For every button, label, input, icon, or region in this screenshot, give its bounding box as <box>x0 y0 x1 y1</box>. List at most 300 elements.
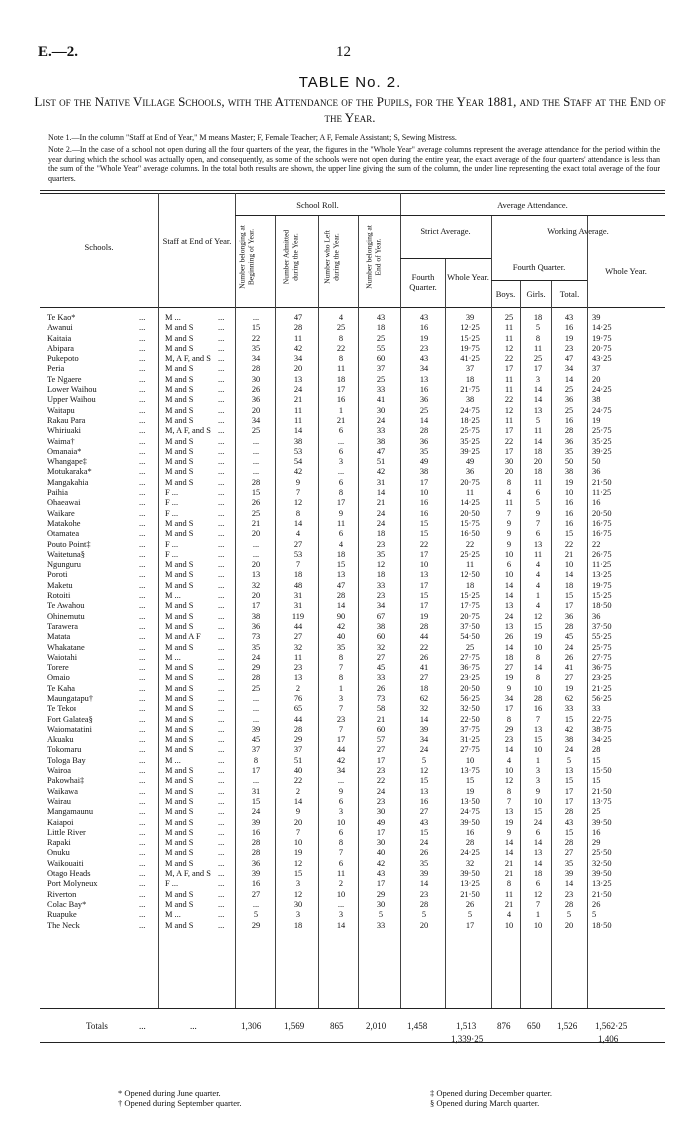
cell-roll-left: 28 <box>336 591 346 601</box>
leader-dots: ... <box>139 343 146 353</box>
col-head-staff: Staff at End of Year. <box>162 236 232 246</box>
table-row <box>0 694 700 704</box>
cell-girls: 12 <box>533 611 543 621</box>
cell-total: 15 <box>564 591 574 601</box>
cell-total: 19 <box>564 333 574 343</box>
cell-strict-fourth: 16 <box>419 385 429 395</box>
cell-boys: 11 <box>504 889 514 899</box>
leader-dots: ... <box>218 714 225 724</box>
cell-school-name: Fort Galatea§ <box>47 714 93 724</box>
cell-total: 5 <box>566 755 572 765</box>
cell-girls: 7 <box>535 518 541 528</box>
cell-working-whole: 24·75 <box>592 405 612 415</box>
cell-roll-end: 55 <box>376 343 386 353</box>
cell-roll-left: 15 <box>336 560 346 570</box>
cell-girls: 24 <box>533 817 543 827</box>
cell-school-name: Pouto Point‡ <box>47 539 91 549</box>
cell-roll-admitted: 119 <box>291 611 305 621</box>
cell-girls: 5 <box>535 498 541 508</box>
cell-staff: F ... <box>165 508 179 518</box>
cell-working-whole: 16 <box>592 827 601 837</box>
table-row <box>0 632 700 642</box>
cell-strict-fourth: 36 <box>419 395 429 405</box>
cell-working-whole: 35·25 <box>592 436 612 446</box>
table-row <box>0 437 700 447</box>
cell-girls: 6 <box>535 529 541 539</box>
cell-strict-fourth: 28 <box>419 621 429 631</box>
cell-girls: 11 <box>533 549 543 559</box>
footnote-december: ‡ Opened during December quarter. <box>430 1088 553 1098</box>
table-subtitle: List of the Native Village Schools, with the Attendance of the Pupils, for the Year 1881, and the Staff at the End of the Year. <box>34 94 666 125</box>
cell-roll-admitted: 11 <box>293 652 303 662</box>
cell-strict-whole: 32 <box>465 858 475 868</box>
cell-total: 15 <box>564 714 574 724</box>
cell-roll-begin: 15 <box>251 323 261 333</box>
cell-strict-fourth: 35 <box>419 858 429 868</box>
leader-dots: ... <box>218 786 225 796</box>
cell-total: 14 <box>564 374 574 384</box>
cell-roll-admitted: 32 <box>293 642 303 652</box>
cell-roll-left: 10 <box>336 889 346 899</box>
leader-dots: ... <box>218 817 225 827</box>
leader-dots: ... <box>139 601 146 611</box>
cell-strict-fourth: 39 <box>419 869 429 879</box>
cell-roll-end: 30 <box>376 807 386 817</box>
cell-working-whole: 22 <box>592 539 601 549</box>
cell-roll-admitted: 23 <box>293 663 303 673</box>
cell-strict-fourth: 12 <box>419 766 429 776</box>
cell-roll-left: 11 <box>336 518 346 528</box>
cell-roll-admitted: 34 <box>293 354 303 364</box>
cell-roll-begin: 21 <box>251 518 261 528</box>
leader-dots: ... <box>139 786 146 796</box>
table-row <box>0 622 700 632</box>
cell-staff: M and S <box>165 683 194 693</box>
cell-roll-admitted: 76 <box>293 693 303 703</box>
table-row <box>0 807 700 817</box>
table-row <box>0 735 700 745</box>
cell-roll-end: 33 <box>376 385 386 395</box>
cell-working-whole: 13·25 <box>592 570 612 580</box>
cell-strict-whole: 14·25 <box>460 498 480 508</box>
cell-roll-admitted: 10 <box>293 838 303 848</box>
leader-dots: ... <box>139 704 146 714</box>
cell-strict-fourth: 62 <box>419 693 429 703</box>
cell-roll-begin: 27 <box>251 889 261 899</box>
cell-strict-whole: 20·50 <box>460 508 480 518</box>
cell-roll-admitted: 12 <box>293 858 303 868</box>
cell-girls: 9 <box>535 786 541 796</box>
cell-roll-end: 24 <box>376 518 386 528</box>
leader-dots: ... <box>218 807 225 817</box>
cell-roll-left: 13 <box>336 570 346 580</box>
cell-strict-fourth: 43 <box>419 354 429 364</box>
cell-roll-left: 3 <box>338 693 344 703</box>
cell-roll-end: 17 <box>376 827 386 837</box>
totals-roll-admitted: 1,569 <box>284 1021 305 1031</box>
cell-roll-admitted: 27 <box>293 539 303 549</box>
cell-roll-end: 14 <box>376 488 386 498</box>
cell-roll-begin: 30 <box>251 374 261 384</box>
cell-strict-whole: 24·25 <box>460 848 480 858</box>
cell-roll-left: 25 <box>336 323 346 333</box>
cell-roll-end: 73 <box>376 693 386 703</box>
cell-roll-left: 10 <box>336 817 346 827</box>
cell-school-name: Waiotahi <box>47 652 78 662</box>
cell-girls: 13 <box>533 405 543 415</box>
cell-working-whole: 13·75 <box>592 796 612 806</box>
cell-boys: 8 <box>506 477 512 487</box>
cell-strict-whole: 32·50 <box>460 704 480 714</box>
cell-staff: F ... <box>165 549 179 559</box>
cell-roll-end: 17 <box>376 755 386 765</box>
cell-roll-admitted: 28 <box>293 323 303 333</box>
cell-roll-begin: ... <box>252 714 260 724</box>
cell-staff: M, A F, and S <box>165 354 211 364</box>
leader-dots: ... <box>139 663 146 673</box>
footnote-june: * Opened during June quarter. <box>118 1088 221 1098</box>
cell-school-name: Whakatane <box>47 642 85 652</box>
cell-boys: 4 <box>506 488 512 498</box>
cell-working-whole: 16 <box>592 498 601 508</box>
table-row <box>0 364 700 374</box>
cell-roll-admitted: 28 <box>293 724 303 734</box>
cell-girls: 14 <box>533 838 543 848</box>
cell-total: 38 <box>564 467 574 477</box>
leader-dots: ... <box>139 364 146 374</box>
leader-dots: ... <box>218 580 225 590</box>
table-row <box>0 643 700 653</box>
cell-school-name: Omanaia* <box>47 446 82 456</box>
leader-dots: ... <box>218 724 225 734</box>
cell-working-whole: 27·75 <box>592 652 612 662</box>
cell-roll-begin: 25 <box>251 683 261 693</box>
cell-roll-end: 57 <box>376 735 386 745</box>
cell-girls: 5 <box>535 415 541 425</box>
cell-girls: 13 <box>533 848 543 858</box>
cell-roll-left: 2 <box>338 879 344 889</box>
cell-strict-fourth: 15 <box>419 776 429 786</box>
cell-strict-whole: 27·75 <box>460 652 480 662</box>
leader-dots: ... <box>218 374 225 384</box>
cell-roll-admitted: 14 <box>293 426 303 436</box>
cell-roll-admitted: 9 <box>295 477 301 487</box>
cell-strict-fourth: 15 <box>419 591 429 601</box>
cell-roll-admitted: 15 <box>293 869 303 879</box>
cell-girls: 15 <box>533 735 543 745</box>
table-row <box>0 612 700 622</box>
cell-strict-whole: 35·25 <box>460 436 480 446</box>
cell-boys: 14 <box>504 591 514 601</box>
leader-dots: ... <box>218 920 225 930</box>
table-row <box>0 488 700 498</box>
cell-girls: 10 <box>533 796 543 806</box>
cell-roll-end: 30 <box>376 838 386 848</box>
cell-staff: M and S <box>165 899 194 909</box>
cell-roll-begin: 31 <box>251 786 261 796</box>
cell-roll-begin: 28 <box>251 838 261 848</box>
cell-roll-admitted: 11 <box>293 333 303 343</box>
cell-roll-begin: 16 <box>251 827 261 837</box>
cell-working-whole: 39·25 <box>592 446 612 456</box>
cell-roll-admitted: 22 <box>293 776 303 786</box>
leader-dots: ... <box>139 570 146 580</box>
cell-strict-whole: 19·75 <box>460 343 480 353</box>
col-head-fourth-quarter: Fourth Quarter. <box>512 262 566 272</box>
cell-roll-admitted: 8 <box>295 508 301 518</box>
cell-strict-fourth: 22 <box>419 642 429 652</box>
table-body <box>0 313 700 931</box>
cell-roll-left: 1 <box>338 405 344 415</box>
cell-roll-left: 17 <box>336 735 346 745</box>
cell-boys: 13 <box>504 621 514 631</box>
cell-staff: M and S <box>165 529 194 539</box>
cell-roll-begin: 20 <box>251 560 261 570</box>
cell-strict-whole: 15·25 <box>460 591 480 601</box>
leader-dots: ... <box>139 879 146 889</box>
cell-girls: 7 <box>535 899 541 909</box>
table-row <box>0 457 700 467</box>
leader-dots: ... <box>139 385 146 395</box>
cell-strict-fourth: 32 <box>419 704 429 714</box>
cell-strict-whole: 16·50 <box>460 529 480 539</box>
cell-working-whole: 25·50 <box>592 848 612 858</box>
cell-boys: 34 <box>504 693 514 703</box>
table-row <box>0 509 700 519</box>
leader-dots: ... <box>218 467 225 477</box>
cell-roll-end: 23 <box>376 591 386 601</box>
cell-boys: 8 <box>506 786 512 796</box>
leader-dots: ... <box>139 477 146 487</box>
cell-total: 35 <box>564 446 574 456</box>
leader-dots: ... <box>218 879 225 889</box>
totals-dots-1: ... <box>139 1021 146 1031</box>
cell-working-whole: 21·50 <box>592 889 612 899</box>
cell-strict-whole: 21·50 <box>460 889 480 899</box>
cell-strict-fourth: 27 <box>419 807 429 817</box>
cell-strict-whole: 17·75 <box>460 601 480 611</box>
leader-dots: ... <box>139 910 146 920</box>
cell-boys: 30 <box>504 457 514 467</box>
cell-roll-begin: 24 <box>251 652 261 662</box>
totals-label: Totals <box>86 1021 108 1031</box>
cell-strict-whole: 36 <box>465 467 475 477</box>
cell-roll-admitted: 27 <box>293 632 303 642</box>
table-row <box>0 313 700 323</box>
cell-roll-begin: 26 <box>251 385 261 395</box>
cell-roll-admitted: 18 <box>293 570 303 580</box>
cell-roll-left: 1 <box>338 683 344 693</box>
cell-girls: 3 <box>535 776 541 786</box>
cell-roll-begin: 35 <box>251 343 261 353</box>
leader-dots: ... <box>139 920 146 930</box>
cell-boys: 10 <box>504 920 514 930</box>
note-2: Note 2.—In the case of a school not open during all the four quarters of the year, the figures in the "Whole Year" average columns represent the average attendance for the period within the year during which the school was actually open, and consequently, as some of the schools were not open during the entire year, the exact average of the four quarters' attendance is less than the sum of the "Whole Year" average columns. In the total both results are shown, the upper line giving the sum of the column, the under line representing the exact total average of the four quarters. <box>48 145 660 183</box>
cell-working-whole: 21·50 <box>592 786 612 796</box>
leader-dots: ... <box>139 848 146 858</box>
cell-roll-left: 8 <box>338 673 344 683</box>
cell-boys: 13 <box>504 601 514 611</box>
cell-strict-fourth: 23 <box>419 343 429 353</box>
cell-roll-begin: 34 <box>251 354 261 364</box>
cell-roll-end: 27 <box>376 745 386 755</box>
cell-strict-whole: 41·25 <box>460 354 480 364</box>
cell-roll-left: 23 <box>336 714 346 724</box>
cell-school-name: Whangape‡ <box>47 457 87 467</box>
cell-school-name: Rotoiti <box>47 591 71 601</box>
cell-working-whole: 20 <box>592 374 601 384</box>
leader-dots: ... <box>218 642 225 652</box>
leader-dots: ... <box>218 683 225 693</box>
table-row <box>0 921 700 931</box>
cell-working-whole: 34·25 <box>592 735 612 745</box>
cell-staff: M and S <box>165 817 194 827</box>
cell-boys: 8 <box>506 879 512 889</box>
cell-roll-end: 49 <box>376 817 386 827</box>
cell-roll-end: 41 <box>376 395 386 405</box>
table-row <box>0 776 700 786</box>
cell-strict-whole: 27·75 <box>460 745 480 755</box>
table-row <box>0 385 700 395</box>
cell-staff: M and S <box>165 446 194 456</box>
cell-roll-end: 38 <box>376 621 386 631</box>
leader-dots: ... <box>218 755 225 765</box>
totals-strict-whole-lower: 1,339·25 <box>451 1034 484 1044</box>
leader-dots: ... <box>218 343 225 353</box>
cell-staff: M and S <box>165 745 194 755</box>
cell-boys: 22 <box>504 395 514 405</box>
cell-girls: 14 <box>533 395 543 405</box>
cell-total: 28 <box>564 621 574 631</box>
cell-roll-end: 30 <box>376 405 386 415</box>
cell-staff: M and S <box>165 457 194 467</box>
cell-staff: F ... <box>165 498 179 508</box>
cell-staff: M and S <box>165 827 194 837</box>
cell-girls: 28 <box>533 693 543 703</box>
cell-strict-fourth: 28 <box>419 426 429 436</box>
cell-boys: 17 <box>504 446 514 456</box>
table-row <box>0 323 700 333</box>
cell-working-whole: 21·25 <box>592 683 612 693</box>
totals-dots-2: ... <box>190 1021 197 1031</box>
cell-staff: M and S <box>165 601 194 611</box>
leader-dots: ... <box>139 611 146 621</box>
cell-working-whole: 26·75 <box>592 549 612 559</box>
cell-roll-admitted: 12 <box>293 498 303 508</box>
cell-working-whole: 33 <box>592 704 601 714</box>
cell-staff: M and A F <box>165 632 201 642</box>
cell-roll-begin: 28 <box>251 673 261 683</box>
table-row <box>0 890 700 900</box>
cell-school-name: Ohinemutu <box>47 611 85 621</box>
leader-dots: ... <box>218 601 225 611</box>
totals-girls: 650 <box>527 1021 541 1031</box>
cell-total: 27 <box>564 848 574 858</box>
cell-working-whole: 37·50 <box>592 621 612 631</box>
cell-roll-begin: 36 <box>251 621 261 631</box>
cell-school-name: Tarawera <box>47 621 79 631</box>
cell-roll-admitted: 51 <box>293 755 303 765</box>
cell-roll-begin: 28 <box>251 364 261 374</box>
cell-roll-end: 38 <box>376 436 386 446</box>
cell-staff: M and S <box>165 889 194 899</box>
cell-roll-begin: 45 <box>251 735 261 745</box>
cell-girls: 18 <box>533 313 543 322</box>
cell-school-name: Otamatea <box>47 529 80 539</box>
cell-working-whole: 39 <box>592 313 601 322</box>
cell-strict-fourth: 39 <box>419 724 429 734</box>
cell-roll-admitted: 14 <box>293 796 303 806</box>
cell-boys: 22 <box>504 354 514 364</box>
cell-school-name: Te Awahou <box>47 601 85 611</box>
cell-working-whole: 11·25 <box>592 560 612 570</box>
cell-girls: 4 <box>535 570 541 580</box>
leader-dots: ... <box>139 549 146 559</box>
cell-working-whole: 20·50 <box>592 508 612 518</box>
cell-boys: 9 <box>506 539 512 549</box>
leader-dots: ... <box>218 570 225 580</box>
leader-dots: ... <box>218 395 225 405</box>
cell-strict-whole: 49 <box>465 457 475 467</box>
cell-school-name: Pukepoto <box>47 354 79 364</box>
cell-girls: 18 <box>533 446 543 456</box>
cell-girls: 25 <box>533 354 543 364</box>
cell-strict-fourth: 13 <box>419 570 429 580</box>
cell-girls: 3 <box>535 766 541 776</box>
cell-girls: 16 <box>533 704 543 714</box>
cell-strict-fourth: 19 <box>419 611 429 621</box>
table-row <box>0 838 700 848</box>
table-row <box>0 818 700 828</box>
cell-total: 16 <box>564 323 574 333</box>
cell-roll-end: 21 <box>376 714 386 724</box>
leader-dots: ... <box>139 683 146 693</box>
header-top-rule <box>40 190 665 191</box>
cell-roll-left: 42 <box>336 621 346 631</box>
cell-girls: 14 <box>533 858 543 868</box>
cell-strict-whole: 56·25 <box>460 693 480 703</box>
cell-strict-whole: 19 <box>465 786 475 796</box>
leader-dots: ... <box>218 652 225 662</box>
cell-roll-begin: 16 <box>251 879 261 889</box>
cell-roll-admitted: 65 <box>293 704 303 714</box>
cell-girls: 6 <box>535 879 541 889</box>
cell-roll-end: 18 <box>376 529 386 539</box>
cell-roll-admitted: 54 <box>293 457 303 467</box>
cell-total: 14 <box>564 879 574 889</box>
cell-school-name: Pakowhai‡ <box>47 776 85 786</box>
cell-roll-end: 25 <box>376 333 386 343</box>
cell-total: 20 <box>564 920 574 930</box>
cell-roll-admitted: 21 <box>293 395 303 405</box>
totals-strict-whole-upper: 1,513 <box>456 1021 477 1031</box>
cell-roll-end: 27 <box>376 652 386 662</box>
leader-dots: ... <box>218 385 225 395</box>
cell-boys: 9 <box>506 827 512 837</box>
cell-strict-fourth: 17 <box>419 580 429 590</box>
cell-girls: 11 <box>533 426 543 436</box>
cell-staff: M ... <box>165 910 181 920</box>
cell-roll-left: 7 <box>338 724 344 734</box>
cell-staff: M and S <box>165 580 194 590</box>
cell-school-name: The Neck <box>47 920 80 930</box>
cell-strict-fourth: 27 <box>419 673 429 683</box>
cell-roll-left: 17 <box>336 498 346 508</box>
cell-total: 42 <box>564 724 574 734</box>
table-row <box>0 344 700 354</box>
cell-school-name: Matakohe <box>47 518 81 528</box>
cell-school-name: Waiomatatini <box>47 724 92 734</box>
